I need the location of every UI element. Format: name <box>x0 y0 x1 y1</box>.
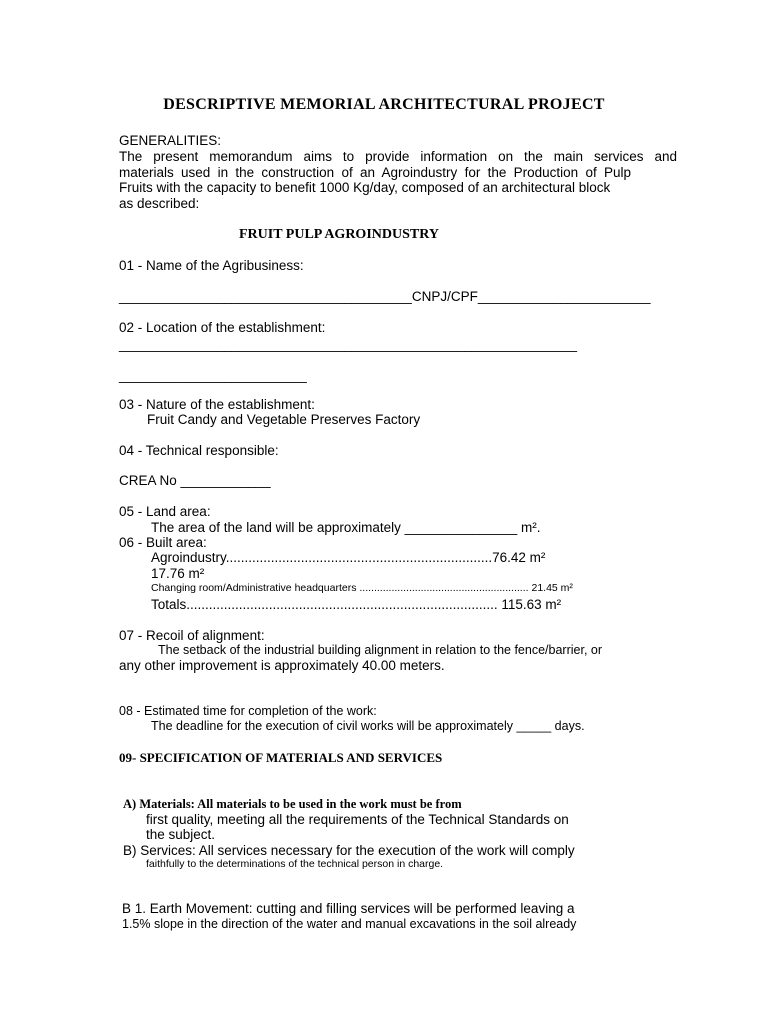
s08-text: The deadline for the execution of civil works will be approximately _____ days. <box>151 719 585 733</box>
s07-label: 07 - Recoil of alignment: <box>119 628 265 643</box>
s05-text: The area of the land will be approximately _______________ m². <box>151 520 541 535</box>
document-title: DESCRIPTIVE MEMORIAL ARCHITECTURAL PROJECT <box>163 96 605 113</box>
s02-location-field-2: _________________________ <box>119 368 307 383</box>
s06-agroindustry: Agroindustry.......................................................................76.42 m² <box>151 550 546 565</box>
generalities-line-2: materials used in the construction of an Agroindustry for the Production of Pulp <box>119 165 631 180</box>
s06-extra-area: 17.76 m² <box>151 566 205 581</box>
crea-field: CREA No ____________ <box>119 473 271 488</box>
generalities-line-4: as described: <box>119 196 200 211</box>
s09-heading: 09- SPECIFICATION OF MATERIALS AND SERVICES <box>119 750 443 765</box>
s06-label: 06 - Built area: <box>119 535 207 550</box>
s02-label: 02 - Location of the establishment: <box>119 320 326 335</box>
generalities-line-3: Fruits with the capacity to benefit 1000 Kg/day, composed of an architectural block <box>119 180 611 195</box>
item-a-line-1: A) Materials: All materials to be used in the work must be from <box>123 797 462 811</box>
s01-name-cnpj-field: _______________________________________CNPJ/CPF_______________________ <box>119 289 651 304</box>
s05-label: 05 - Land area: <box>119 504 211 519</box>
item-b-line-1: B) Services: All services necessary for the execution of the work will comply <box>123 843 575 858</box>
s08-label: 08 - Estimated time for completion of the work: <box>119 704 377 718</box>
item-a-line-3: the subject. <box>146 827 216 842</box>
section-subtitle: FRUIT PULP AGROINDUSTRY <box>239 227 439 242</box>
item-b-line-2: faithfully to the determinations of the technical person in charge. <box>146 858 444 870</box>
s04-label: 04 - Technical responsible: <box>119 443 279 458</box>
s06-changing-room: Changing room/Administrative headquarters .......................................................... 21.45 m² <box>151 582 573 594</box>
b1-line-1: B 1. Earth Movement: cutting and filling services will be performed leaving a <box>122 901 575 916</box>
b1-line-2: 1.5% slope in the direction of the water and manual excavations in the soil already <box>122 917 577 931</box>
s01-label: 01 - Name of the Agribusiness: <box>119 258 304 273</box>
s06-totals: Totals................................................................................... 115.63 m² <box>151 597 562 612</box>
s07-line-1: The setback of the industrial building alignment in relation to the fence/barrier, or <box>158 643 603 657</box>
s03-value: Fruit Candy and Vegetable Preserves Factory <box>147 412 421 427</box>
generalities-heading: GENERALITIES: <box>119 133 222 148</box>
s02-location-field-1: _____________________________________________________________ <box>119 337 577 352</box>
generalities-line-1: The present memorandum aims to provide information on the main services and <box>119 149 677 164</box>
s07-line-2: any other improvement is approximately 40.00 meters. <box>119 658 445 673</box>
s03-label: 03 - Nature of the establishment: <box>119 397 315 412</box>
item-a-line-2: first quality, meeting all the requirements of the Technical Standards on <box>146 812 569 827</box>
